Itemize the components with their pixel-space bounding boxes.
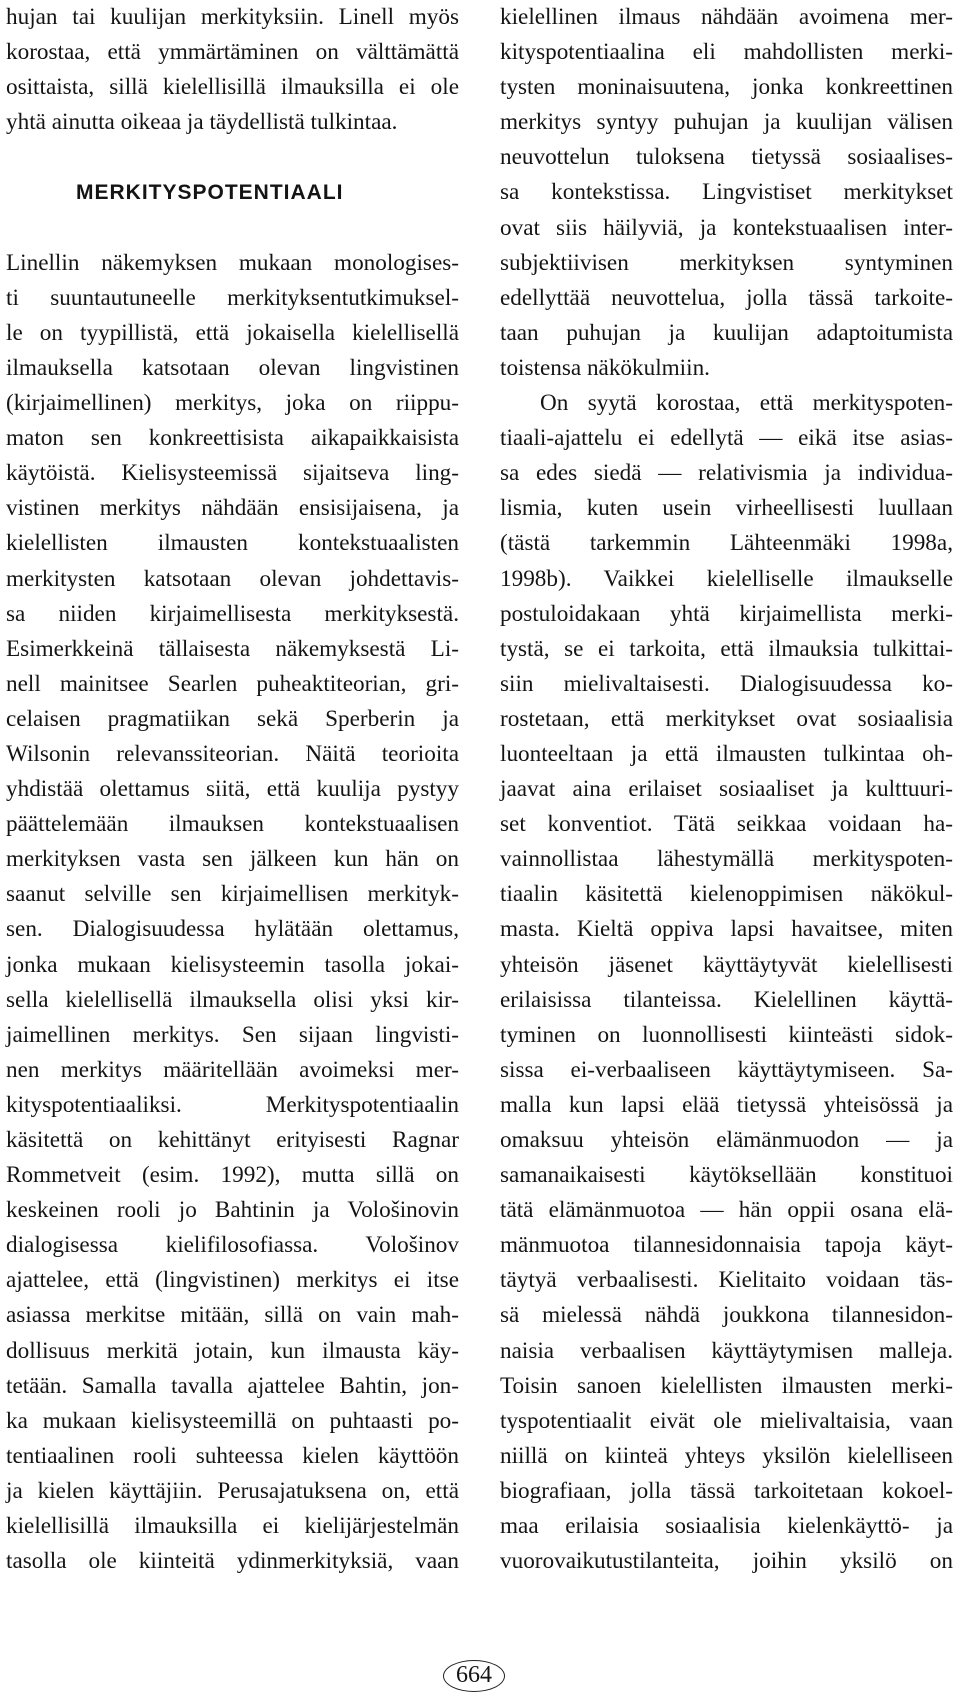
text-line: vainnollistaa lähestymällä merkityspoten- xyxy=(500,846,953,873)
text-line: set konventiot. Tätä seikkaa voidaan ha- xyxy=(500,811,953,838)
text-line: sa kontekstissa. Lingvistiset merkitykset xyxy=(500,179,953,206)
text-line: hujan tai kuulijan merkityksiin. Linell myös xyxy=(6,4,459,30)
text-line: sa edes siedä — relativismia ja individua- xyxy=(500,460,953,487)
text-line: vistinen merkitys nähdään ensisijaisena, ja xyxy=(6,495,459,522)
text-line: korostaa, että ymmärtäminen on välttämättä xyxy=(6,39,459,66)
text-line: Esimerkkeinä tällaisesta näkemyksestä Li- xyxy=(6,635,459,662)
text-line: sen. Dialogisuudessa hylätään olettamus, xyxy=(6,916,459,943)
text-line: yhtä ainutta oikeaa ja täydellistä tulkintaa. xyxy=(6,109,398,136)
text-line: käytöistä. Kielisysteemissä sijaitseva ling- xyxy=(6,460,459,487)
section-heading: MERKITYSPOTENTIAALI xyxy=(76,181,344,205)
text-line: jaimellinen merkitys. Sen sijaan lingvisti- xyxy=(6,1021,459,1048)
text-line: tätä elämänmuotoa — hän oppii osana elä- xyxy=(500,1197,953,1224)
text-line: päättelemään ilmauksen kontekstuaalisen xyxy=(6,811,459,838)
text-line: kityspotentiaalina eli mahdollisten merki- xyxy=(500,39,953,66)
text-line: neuvottelun tuloksena tietyssä sosiaalises- xyxy=(500,144,953,171)
text-line: lismia, kuten usein virheellisesti luullaan xyxy=(500,495,953,522)
text-line: rostetaan, että merkitykset ovat sosiaalisia xyxy=(500,705,953,732)
text-line: nell mainitsee Searlen puheaktiteorian, gri- xyxy=(6,670,459,697)
text-line: erilaisissa tilanteissa. Kielellinen käyttä- xyxy=(500,986,953,1013)
text-line: ja kielen käyttäjiin. Perusajatuksena on, että xyxy=(6,1477,459,1504)
text-line: kielellinen ilmaus nähdään avoimena mer- xyxy=(500,4,953,30)
text-line: malla kun lapsi elää tietyssä yhteisössä ja xyxy=(500,1091,953,1118)
text-line: omaksuu yhteisön elämänmuodon — ja xyxy=(500,1127,953,1153)
text-line: osittaista, sillä kielellisillä ilmauksilla ei ole xyxy=(6,74,459,101)
text-line: biografiaan, jolla tässä tarkoitetaan kokoel- xyxy=(500,1477,953,1504)
text-line: subjektiivisen merkityksen syntyminen xyxy=(500,249,953,276)
text-line: postuloidakaan yhtä kirjaimellista merki- xyxy=(500,600,953,627)
text-line: tentiaalinen rooli suhteessa kielen käyttöön xyxy=(6,1442,459,1469)
text-line: sella kielellisellä ilmauksella olisi yksi kir- xyxy=(6,986,459,1013)
text-line: merkitys syntyy puhujan ja kuulijan välisen xyxy=(500,109,953,136)
text-line: dollisuus merkitä jotain, kun ilmausta käy- xyxy=(6,1337,459,1364)
text-line: tysten moninaisuutena, jonka konkreettinen xyxy=(500,74,953,101)
text-line: Linellin näkemyksen mukaan monologises- xyxy=(6,249,459,276)
text-line: ilmauksella katsotaan olevan lingvistinen xyxy=(6,354,459,381)
text-line: tystä, se ei tarkoita, että ilmauksia tulkittai- xyxy=(500,635,953,662)
text-line: mänmuotoa tilannesidonnaisia tapoja käyt- xyxy=(500,1232,953,1259)
text-line: celaisen pragmatiikan sekä Sperberin ja xyxy=(6,705,459,732)
text-line: yhteisön jäsenet käyttäytyvät kielellisesti xyxy=(500,951,953,978)
text-line: merkitysten katsotaan olevan johdettavis- xyxy=(6,565,459,592)
text-line: tiaalin käsitettä kielenoppimisen näkökul- xyxy=(500,881,953,908)
text-line: sä mielessä nähdä joukkona tilannesidon- xyxy=(500,1302,953,1329)
text-line: tasolla ole kiinteitä ydinmerkityksiä, vaan xyxy=(6,1548,459,1575)
text-line: tetään. Samalla tavalla ajattelee Bahtin, jon- xyxy=(6,1372,459,1399)
text-line: Rommetveit (esim. 1992), mutta sillä on xyxy=(6,1162,459,1189)
text-line: siin mielivaltaisesti. Dialogisuudessa ko- xyxy=(500,670,953,697)
text-line: naisia verbaalisen käyttäytymisen malleja. xyxy=(500,1337,953,1364)
text-line: keskeinen rooli jo Bahtinin ja Vološinovin xyxy=(6,1197,459,1224)
text-line: nen merkitys määritellään avoimeksi mer- xyxy=(6,1056,459,1083)
text-line: tiaali-ajattelu ei edellytä — eikä itse asias- xyxy=(500,425,953,452)
text-line: ti suuntautuneelle merkityksentutkimuksel- xyxy=(6,284,459,311)
text-line: ka mukaan kielisysteemillä on puhtaasti po- xyxy=(6,1407,459,1434)
right-column xyxy=(500,0,953,1579)
text-line: käsitettä on kehittänyt erityisesti Ragnar xyxy=(6,1127,459,1154)
page-number: 664 xyxy=(443,1660,505,1692)
left-body-paragraph xyxy=(6,246,459,1580)
text-line: kityspotentiaaliksi. Merkityspotentiaalin xyxy=(6,1091,459,1118)
text-line: edellyttää neuvottelua, jolla tässä tarkoite- xyxy=(500,284,953,311)
text-line: sa niiden kirjaimellisesta merkityksestä. xyxy=(6,600,459,627)
text-line: ovat siis häilyviä, ja kontekstuaalisen inter- xyxy=(500,214,953,241)
text-line: kielellisillä ilmauksilla ei kielijärjestelmän xyxy=(6,1513,459,1540)
left-column xyxy=(6,0,459,1579)
text-line: (kirjaimellinen) merkitys, joka on riippu- xyxy=(6,390,459,417)
text-line: taan puhujan ja kuulijan adaptoitumista xyxy=(500,319,953,346)
text-line: täytyä verbaalisesti. Kielitaito voidaan täs- xyxy=(500,1267,953,1294)
text-line: jonka mukaan kielisysteemin tasolla jokai- xyxy=(6,951,459,978)
text-line: 1998b). Vaikkei kielelliselle ilmaukselle xyxy=(500,565,953,592)
text-line: samanaikaisesti käytöksellään konstituoi xyxy=(500,1162,953,1189)
left-intro-paragraph xyxy=(6,0,459,140)
text-line: maa erilaisia sosiaalisia kielenkäyttö- ja xyxy=(500,1513,953,1540)
text-line: vuorovaikutustilanteita, joihin yksilö on xyxy=(500,1548,953,1575)
text-line: (tästä tarkemmin Lähteenmäki 1998a, xyxy=(500,530,953,557)
text-line: Toisin sanoen kielellisten ilmausten merki- xyxy=(500,1372,953,1399)
text-line: masta. Kieltä oppiva lapsi havaitsee, miten xyxy=(500,916,953,943)
text-line: luonteeltaan ja että ilmausten tulkintaa oh- xyxy=(500,740,953,767)
text-line: saanut selville sen kirjaimellisen merkityk- xyxy=(6,881,459,908)
text-line: tyminen on luonnollisesti kiinteästi sidok- xyxy=(500,1021,953,1048)
text-line: maton sen konkreettisista aikapaikkaisista xyxy=(6,425,459,452)
text-line: ajattelee, että (lingvistinen) merkitys ei itse xyxy=(6,1267,459,1294)
text-line: yhdistää olettamus siitä, että kuulija pystyy xyxy=(6,776,459,803)
text-line: merkityksen vasta sen jälkeen kun hän on xyxy=(6,846,459,873)
text-line: toistensa näkökulmiin. xyxy=(500,354,710,381)
text-line: niillä on kiinteä yhteys yksilön kielelliseen xyxy=(500,1442,953,1469)
text-line: sissa ei-verbaaliseen käyttäytymiseen. Sa- xyxy=(500,1056,953,1083)
text-line: dialogisessa kielifilosofiassa. Vološinov xyxy=(6,1232,459,1259)
text-line: tyspotentiaalit eivät ole mielivaltaisia, vaan xyxy=(500,1407,953,1434)
text-line: kielellisten ilmausten kontekstuaalisten xyxy=(6,530,459,557)
text-line: jaavat aina erilaiset sosiaaliset ja kulttuuri- xyxy=(500,776,953,803)
text-line: le on tyypillistä, että jokaisella kielellisellä xyxy=(6,319,459,346)
text-line: Wilsonin relevanssiteorian. Näitä teorioita xyxy=(6,740,459,767)
text-line: asiassa merkitse mitään, sillä on vain mah- xyxy=(6,1302,459,1329)
right-paragraph-2 xyxy=(500,386,953,1579)
right-paragraph-1 xyxy=(500,0,953,386)
text-line: On syytä korostaa, että merkityspoten- xyxy=(540,390,953,417)
